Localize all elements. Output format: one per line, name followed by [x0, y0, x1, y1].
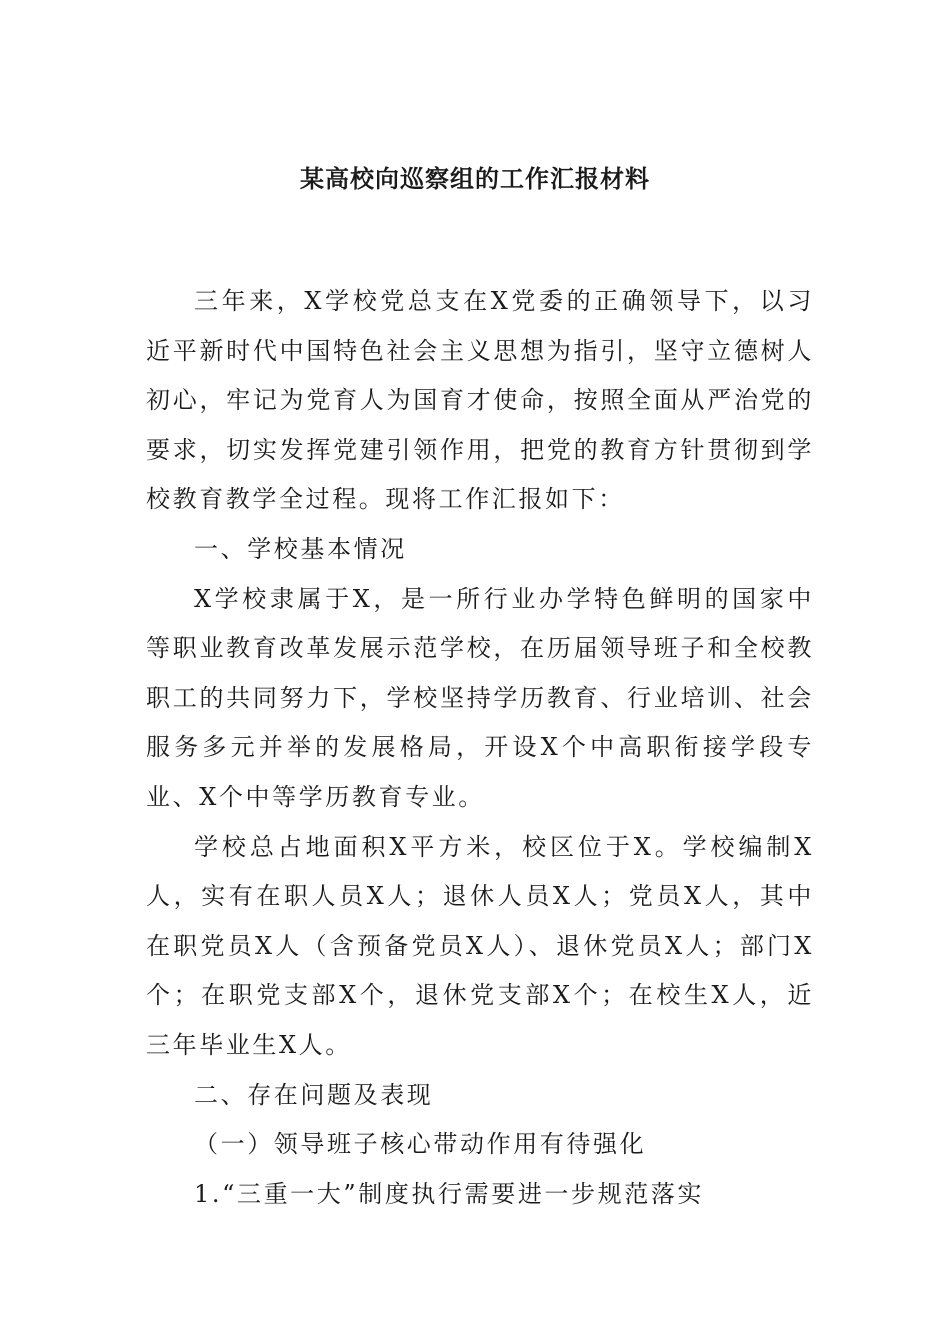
intro-paragraph: 三年来，X学校党总支在X党委的正确领导下，以习近平新时代中国特色社会主义思想为指引，坚守立德树人初心，牢记为党育人为国育才使命，按照全面从严治党的要求，切实发挥党建引领作用，把党的教育方针贯彻到学校教育教学全过程。现将工作汇报如下： [146, 287, 814, 514]
document-body [146, 277, 814, 1219]
section-heading-basic-info: 一、学校基本情况 [194, 534, 407, 563]
school-statistics-paragraph: 学校总占地面积X平方米，校区位于X。学校编制X人，实有在职人员X人；退休人员X人；党员X人，其中在职党员X人（含预备党员X人）、退休党员X人；部门X个；在职党支部X个，退休党支部X个；在校生X人，近三年毕业生X人。 [146, 832, 814, 1059]
document-title: 某高校向巡察组的工作汇报材料 [300, 164, 650, 193]
section-heading-problems: 二、存在问题及表现 [194, 1080, 434, 1109]
subsection-heading-leadership: （一）领导班子核心带动作用有待强化 [194, 1130, 647, 1159]
item-heading-three-important-one-large: 1.“三重一大”制度执行需要进一步规范落实 [194, 1179, 705, 1208]
school-affiliation-paragraph: X学校隶属于X，是一所行业办学特色鲜明的国家中等职业教育改革发展示范学校，在历届领导班子和全校教职工的共同努力下，学校坚持学历教育、行业培训、社会服务多元并举的发展格局，开设X个中高职衔接学段专业、X个中等学历教育专业。 [146, 584, 814, 811]
